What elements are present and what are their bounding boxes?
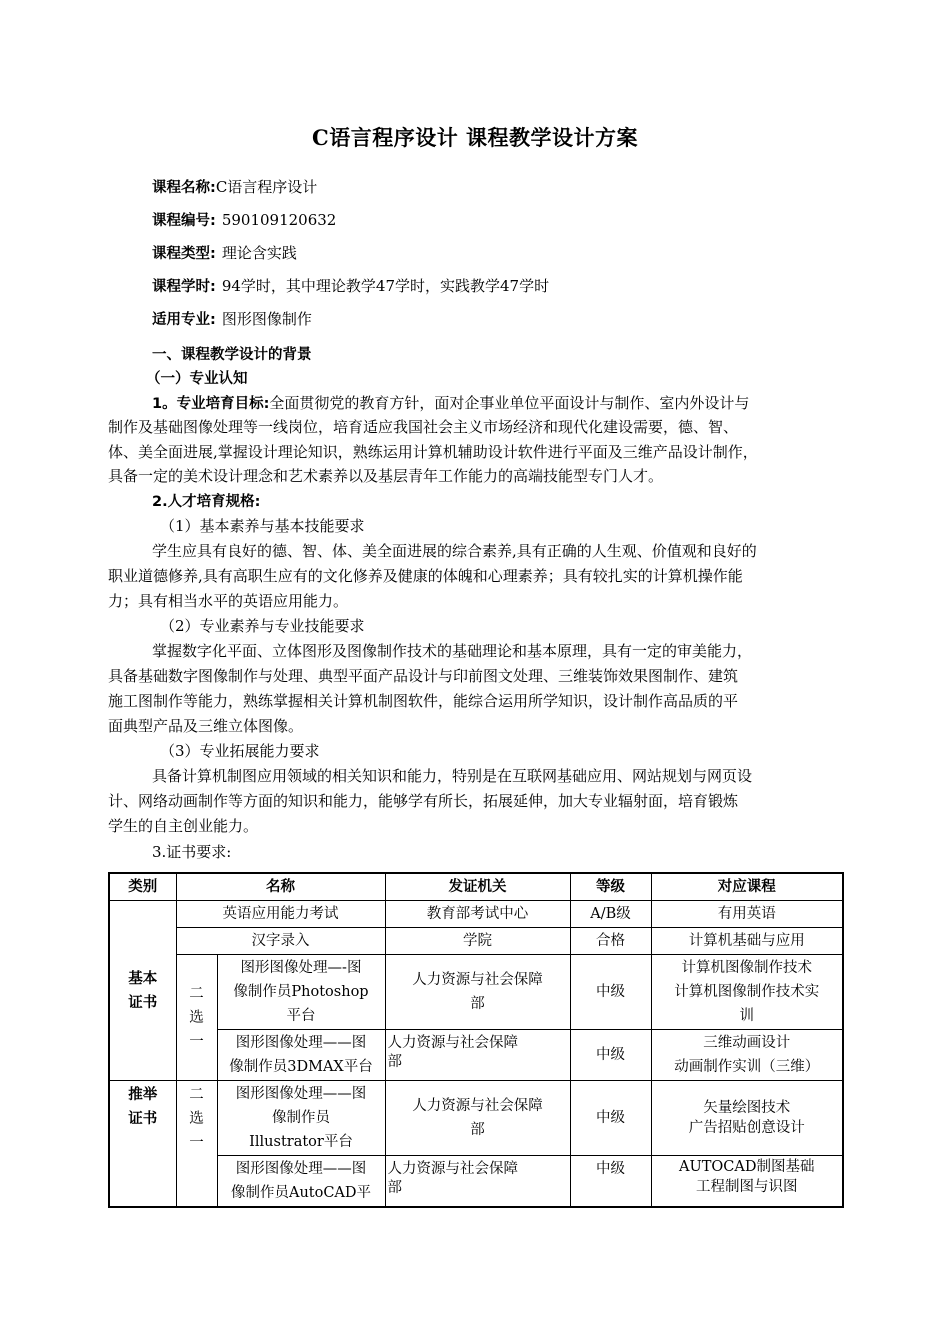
header-name: 名称 <box>176 873 385 901</box>
cert-level: 中级 <box>570 1156 651 1208</box>
cert-issuer: 人力资源与社会保障 部 <box>385 1081 570 1156</box>
table-row <box>109 1156 843 1208</box>
course-code-key: 课程编号: <box>152 213 216 229</box>
goal-line: 体、美全面进展,掌握设计理论知识，熟练运用计算机辅助设计软件进行平面及三维产品设计制作， <box>108 443 758 461</box>
requirement-line: 学生的自主创业能力。 <box>108 817 259 835</box>
cert-course: 矢量绘图技术 广告招贴创意设计 <box>651 1081 843 1156</box>
table-row <box>109 1030 843 1081</box>
cert-course: 有用英语 <box>651 901 843 928</box>
cert-name: 图形图像处理——图 像制作员AutoCAD平 <box>217 1156 385 1208</box>
major-value: 图形图像制作 <box>221 310 312 328</box>
major-row <box>152 308 312 329</box>
requirement-line: 计、网络动画制作等方面的知识和能力，能够学有所长，拓展延伸，加大专业辐射面，培育锻炼 <box>108 792 739 810</box>
course-hours-value: 94学时，其中理论教学47学时，实践教学47学时 <box>221 277 550 295</box>
table-row <box>109 955 843 1030</box>
certificate-table <box>108 872 844 1208</box>
header-course: 对应课程 <box>651 873 843 901</box>
requirement-title: （2）专业素养与专业技能要求 <box>160 617 365 635</box>
course-hours-row <box>152 275 549 296</box>
course-code-value: 590109120632 <box>221 211 337 229</box>
goal-line: 1。专业培育目标:全面贯彻党的教育方针，面对企事业单位平面设计与制作、室内外设计与 <box>152 394 750 412</box>
requirement-line: 面典型产品及三维立体图像。 <box>108 717 304 735</box>
document-title: C语言程序设计 课程教学设计方案 <box>311 125 639 150</box>
course-name-row <box>152 176 317 197</box>
cert-course: AUTOCAD制图基础 工程制图与识图 <box>651 1156 843 1208</box>
cert-name: 汉字录入 <box>176 928 385 955</box>
goal-label: 1。专业培育目标: <box>152 396 270 412</box>
requirement-title: （1）基本素养与基本技能要求 <box>160 517 365 535</box>
goal-line: 具备一定的美术设计理念和艺术素养以及基层青年工作能力的高端技能型专门人才。 <box>108 467 664 485</box>
category-basic: 基本 证书 <box>109 901 176 1081</box>
cert-issuer: 教育部考试中心 <box>385 901 570 928</box>
requirement-line: 掌握数字化平面、立体图形及图像制作技术的基础理论和基本原理，具有一定的审美能力， <box>152 642 753 660</box>
subsection-heading: （一）专业认知 <box>146 371 248 387</box>
course-type-row <box>152 242 297 263</box>
cert-name: 图形图像处理—-图 像制作员Photoshop 平台 <box>217 955 385 1030</box>
spec-heading: 2.人才培育规格: <box>152 494 261 510</box>
cert-level: 中级 <box>570 955 651 1030</box>
category-recommend: 推举 证书 <box>109 1081 176 1208</box>
requirement-line: 具备基础数字图像制作与处理、典型平面产品设计与印前图文处理、三维装饰效果图制作、建筑 <box>108 667 739 685</box>
cert-name: 英语应用能力考试 <box>176 901 385 928</box>
cert-issuer: 学院 <box>385 928 570 955</box>
course-type-key: 课程类型: <box>152 246 216 262</box>
header-level: 等级 <box>570 873 651 901</box>
header-issuer: 发证机关 <box>385 873 570 901</box>
cert-level: 中级 <box>570 1081 651 1156</box>
table-header-row <box>109 873 843 901</box>
major-key: 适用专业: <box>152 312 216 328</box>
cert-issuer: 人力资源与社会保障 部 <box>385 1030 570 1081</box>
cert-level: A/B级 <box>570 901 651 928</box>
requirement-line: 力；具有相当水平的英语应用能力。 <box>108 592 349 610</box>
table-row <box>109 901 843 928</box>
cert-name: 图形图像处理——图 像制作员3DMAX平台 <box>217 1030 385 1081</box>
course-hours-key: 课程学时: <box>152 279 216 295</box>
cert-name: 图形图像处理——图 像制作员 Illustrator平台 <box>217 1081 385 1156</box>
cert-course: 计算机基础与应用 <box>651 928 843 955</box>
cert-level: 中级 <box>570 1030 651 1081</box>
cert-heading: 3.证书要求: <box>152 843 232 861</box>
choose-one-recommend: 二 选 一 <box>176 1081 217 1208</box>
requirement-line: 施工图制作等能力，熟练掌握相关计算机制图软件，能综合运用所学知识，设计制作高品质的平 <box>108 692 739 710</box>
course-name-value: C语言程序设计 <box>215 178 318 196</box>
cert-level: 合格 <box>570 928 651 955</box>
cert-issuer: 人力资源与社会保障 部 <box>385 955 570 1030</box>
requirement-line: 职业道德修养,具有高职生应有的文化修养及健康的体魄和心理素养；具有较扎实的计算机操作能 <box>108 567 743 585</box>
goal-line: 制作及基础图像处理等一线岗位，培育适应我国社会主义市场经济和现代化建设需要，德、智、 <box>108 418 739 436</box>
table-row <box>109 1081 843 1156</box>
header-category: 类别 <box>109 873 176 901</box>
course-code-row <box>152 209 336 230</box>
requirement-line: 学生应具有良好的德、智、体、美全面进展的综合素养,具有正确的人生观、价值观和良好的 <box>152 542 757 560</box>
course-name-key: 课程名称: <box>152 180 216 196</box>
section-heading: 一、课程教学设计的背景 <box>152 347 312 363</box>
requirement-title: （3）专业拓展能力要求 <box>160 742 320 760</box>
table-row <box>109 928 843 955</box>
cert-issuer: 人力资源与社会保障 部 <box>385 1156 570 1208</box>
course-type-value: 理论含实践 <box>221 244 297 262</box>
choose-one-basic: 二 选 一 <box>176 955 217 1081</box>
requirement-line: 具备计算机制图应用领域的相关知识和能力，特别是在互联网基础应用、网站规划与网页设 <box>152 767 753 785</box>
cert-course: 计算机图像制作技术 计算机图像制作技术实 训 <box>651 955 843 1030</box>
cert-course: 三维动画设计 动画制作实训（三维） <box>651 1030 843 1081</box>
